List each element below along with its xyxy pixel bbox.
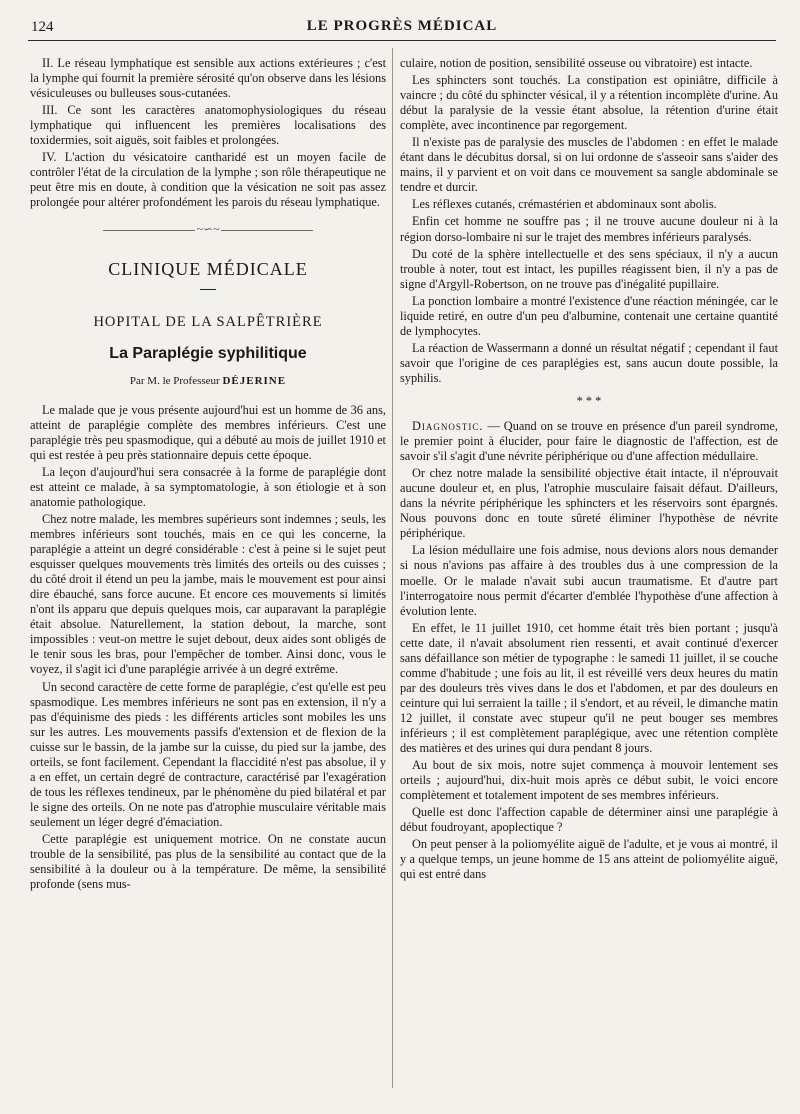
body-paragraph: La lésion médullaire une fois admise, nous devions alors nous demander si nous n'avions pas affaire à des troubles dus à une compression de la moelle. Or le malade n'avait subi aucun traumatisme. Et d'autre part l'interrogatoire nous permit d'écarter d'emblée l'hypothèse d'une affection à évolution lente. bbox=[400, 543, 778, 618]
body-paragraph: Le malade que je vous présente aujourd'hui est un homme de 36 ans, atteint de paraplégie complète des membres inférieurs. C'est une paraplégie très peu spasmodique, qui a débuté au mois de juillet 1910 et qui est restée à peu près stationnaire depuis cette époque. bbox=[30, 402, 386, 462]
diagnostic-label: Diagnostic. bbox=[412, 419, 484, 434]
body-paragraph: Un second caractère de cette forme de paraplégie, c'est qu'elle est peu spasmodique. Les membres inférieurs ne sont pas en extension, il n'y a pas d'équinisme des pieds : les différents articles sont mobiles les uns sur les autres. Les mouvements passifs d'extension et de flexion de la cuisse sur le bassin, de la jambe sur la cuisse, du pied sur la jambe, des orteils, se font facilement. Cependant la flaccidité n'est pas absolue, il y a en effet, un certain degré de contracture, caractérisé par l'exagération de tous les réflexes tendineux, par le phénomène du pied bilatéral et par le signe des orteils. On ne note pas d'atrophie musculaire véritable mais seulement un léger degré d'émaciation. bbox=[30, 679, 386, 829]
body-paragraph: Enfin cet homme ne souffre pas ; il ne trouve aucune douleur ni à la région dorso-lombaire ni sur le trajet des membres inférieurs paralysés. bbox=[400, 214, 778, 244]
body-paragraph: On peut penser à la poliomyélite aiguë de l'adulte, et je vous ai montré, il y a quelque temps, un jeune homme de 15 ans atteint de poliomyélite aiguë, qui est entré dans bbox=[400, 837, 778, 882]
article-title: La Paraplégie syphilitique bbox=[109, 344, 307, 362]
body-paragraph: Il n'existe pas de paralysie des muscles de l'abdomen : en effet le malade étant dans le décubitus dorsal, si on lui ordonne de s'asseoir sans s'aider des mains, il y parvient et on voit dans ce mouvement sa sangle abdominale se tendre et durcir. bbox=[400, 135, 778, 195]
conclusion-item: III. Ce sont les caractères anatomophysiologiques du réseau lymphatique qui influencent les premières localisations des toxidermies, soit aiguës, soit faibles et prolongées. bbox=[30, 103, 386, 148]
section-title: CLINIQUE MÉDICALE bbox=[108, 259, 308, 280]
title-rule bbox=[200, 289, 216, 290]
byline bbox=[30, 375, 386, 388]
ornament-line bbox=[103, 230, 195, 231]
body-paragraph: Les sphincters sont touchés. La constipation est opiniâtre, difficile à vaincre ; du côté du sphincter vésical, il y a rétention incomplète d'urine. Au début la paralysie de la vessie étant absolue, la rétention d'urine était complète, avec incontinence par regorgement. bbox=[400, 73, 778, 133]
body-paragraph: La réaction de Wassermann a donné un résultat négatif ; cependant il faut savoir que l'origine de ces paraplégies est, sans aucun doute possible, la syphilis. bbox=[400, 340, 778, 385]
column-divider bbox=[392, 48, 393, 1088]
conclusion-item: IV. L'action du vésicatoire cantharidé est un moyen facile de contrôler l'état de la circulation de la lymphe ; son rôle thérapeutique ne peut être mis en doute, à condition que la vésication ne soit pas assez prolongée pour altérer profondément les parois du réseau lymphatique. bbox=[30, 150, 386, 210]
body-paragraph: Les réflexes cutanés, crémastérien et abdominaux sont abolis. bbox=[412, 197, 717, 212]
body-paragraph: En effet, le 11 juillet 1910, cet homme était très bien portant ; jusqu'à cette date, il n'avait absolument rien ressenti, et avait continué d'exercer sans défaillance son métier de typographe : le samedi 11 juillet, il se couche comme d'habitude ; une fois au lit, il est réveillé vers deux heures du matin par des douleurs très vives dans le dos et l'abdomen, et par des douleurs en ceinture qui lui serraient la taille ; il s'endort, et au réveil, le dimanche matin 12 juillet, il constate avec stupeur qu'il ne peut bouger ses membres inférieurs ; il est complètement paraplégique, avec une rétention complète des matières et des urines qui dura pendant 8 jours. bbox=[400, 620, 778, 756]
hospital-heading: HOPITAL DE LA SALPÊTRIÈRE bbox=[93, 314, 323, 331]
body-paragraph: La leçon d'aujourd'hui sera consacrée à la forme de paraplégie dont est atteint ce malade, à sa symptomatologie, à son étiologie et à son anatomie pathologique. bbox=[30, 464, 386, 509]
body-paragraph: Du coté de la sphère intellectuelle et des sens spéciaux, il n'y a aucun trouble à noter, tout est intact, les pupilles réagissent bien, il n'y a pas de signe d'Argyll-Robertson, on ne trouve pas d'inégalité pupillaire. bbox=[400, 246, 778, 291]
body-paragraph: Au bout de six mois, notre sujet commença à mouvoir lentement ses orteils ; aujourd'hui, dix-huit mois après ce début subit, le voici encore complètement et totalement impotent de ses membres inférieurs. bbox=[400, 758, 778, 803]
byline-prefix: Par M. le Professeur bbox=[129, 375, 220, 388]
body-paragraph: Chez notre malade, les membres supérieurs sont indemnes ; seuls, les membres inférieurs sont touchés, mais en ce qui les concerne, la paraplégie a atteint un degré considérable : c'est à peine si le sujet peut esquisser quelques mouvements très limités des orteils ou des cuisses ; du côté droit il étend un peu la jambe, mais le mouvement est pour ainsi dire ébauché, sans force aucune. Et encore ces mouvements si limités n'ont ils apparu que depuis quelques mois, car auparavant la paraplégie était absolue. Naturellement, la station debout, la marche, sont impossibles : veut-on mettre le sujet debout, deux aides sont obligés de le tenir sous les bras, pour l'empêcher de tomber. Ainsi donc, vous le voyez, il s'agit ici d'une paraplégie arrivée à un degré extrême. bbox=[30, 511, 386, 677]
body-paragraph: culaire, notion de position, sensibilité osseuse ou vibratoire) est intacte. bbox=[400, 56, 753, 70]
diagnostic-paragraph bbox=[400, 419, 778, 464]
page-number: 124 bbox=[31, 19, 54, 35]
body-paragraph: La ponction lombaire a montré l'existence d'une réaction méningée, car le liquide retiré, en outre d'un peu d'albumine, contenait une certaine quantité de lymphocytes. bbox=[400, 293, 778, 338]
running-header bbox=[28, 16, 776, 41]
left-column bbox=[30, 56, 386, 894]
ornament-line bbox=[221, 230, 313, 231]
journal-title: LE PROGRÈS MÉDICAL bbox=[306, 18, 498, 34]
byline-author: DÉJERINE bbox=[222, 375, 287, 388]
body-paragraph: Cette paraplégie est uniquement motrice. On ne constate aucun trouble de la sensibilité, pas plus de la sensibilité au contact que de la sensibilité à la douleur ou à la température. De même, la sensibilité profonde (sens mus- bbox=[30, 831, 386, 892]
diagnostic-text: — Quand on se trouve en présence d'un pareil syndrome, le premier point à élucider, pour faire le diagnostic de l'affection, est de savoir s'il s'agit d'une névrite périphérique ou d'une affection médullaire. bbox=[400, 419, 778, 464]
body-paragraph: Or chez notre malade la sensibilité objective était intacte, il n'éprouvait aucune douleur et, en plus, l'atrophie musculaire faisait défaut. D'ailleurs, dans la névrite périphérique les sphincters et les réservoirs sont épargnés. Nous pouvons donc en toute sûreté éliminer l'hypothèse de névrite périphérique. bbox=[400, 466, 778, 541]
asterism: * * * bbox=[576, 393, 602, 408]
section-ornament bbox=[30, 222, 386, 237]
conclusion-item: II. Le réseau lymphatique est sensible aux actions extérieures ; c'est la lymphe qui fournit la première sérosité qu'on observe dans les lésions vésiculeuses ou bulleuses sous-cutanées. bbox=[30, 56, 386, 101]
right-column bbox=[400, 56, 778, 884]
ornament-flourish-icon: ~∽~ bbox=[196, 222, 220, 237]
body-paragraph: Quelle est donc l'affection capable de déterminer ainsi une paraplégie à début foudroyant, apoplectique ? bbox=[400, 805, 778, 835]
